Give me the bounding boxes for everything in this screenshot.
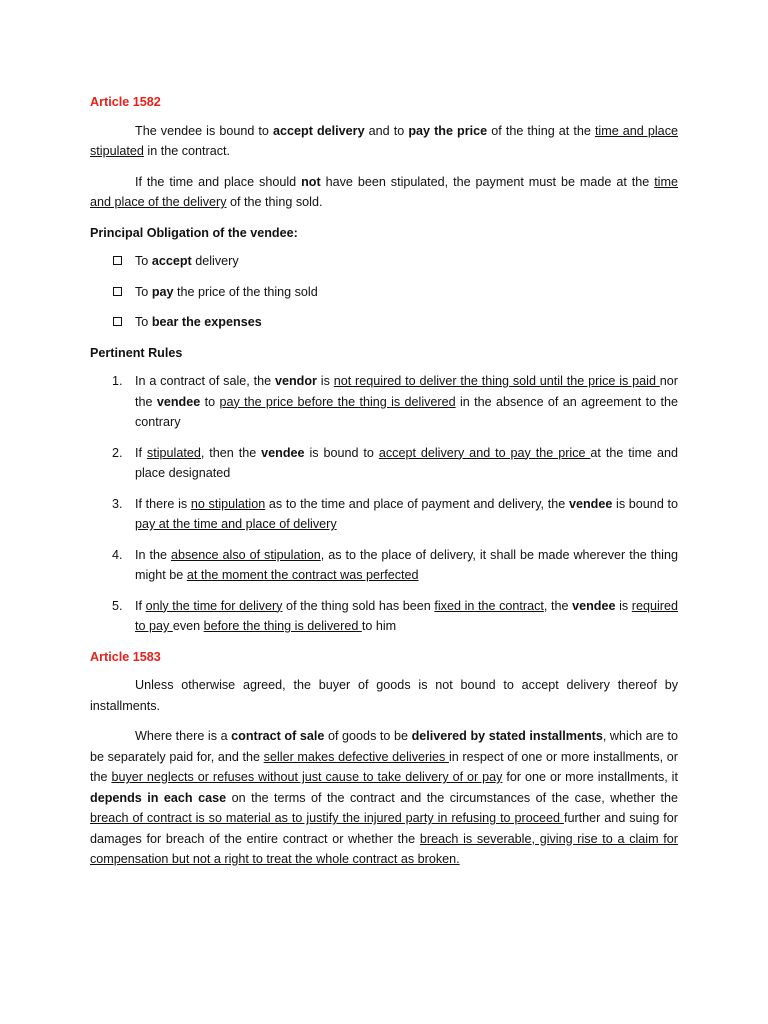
text: is xyxy=(615,598,632,613)
text: of goods to be xyxy=(324,729,412,743)
text: delivery xyxy=(191,254,239,268)
text: on the terms of the contract and the circumstances of the case, whether the xyxy=(226,790,678,805)
list-item xyxy=(90,371,678,433)
text: The vendee is bound to xyxy=(135,123,273,138)
underlined-text: breach of contract is so material as to justify the injured party in refusing to proceed xyxy=(90,811,564,825)
text: for one or more installments, it xyxy=(502,770,678,784)
article-1582-title: Article 1582 xyxy=(90,95,161,109)
list-number: 3. xyxy=(112,496,123,511)
text: then the xyxy=(204,445,262,460)
text: nor the xyxy=(135,374,678,409)
pertinent-rules-heading: Pertinent Rules xyxy=(90,345,183,360)
underlined-text: fixed in the contract xyxy=(434,598,544,613)
article-1583-paragraph-2 xyxy=(90,726,678,870)
checkbox-icon xyxy=(113,287,122,296)
list-number: 5. xyxy=(112,598,123,613)
list-number: 2. xyxy=(112,445,123,460)
bold-text: pay xyxy=(151,284,174,299)
principal-obligation-list xyxy=(90,251,678,333)
text: If xyxy=(135,598,146,613)
text: even xyxy=(172,619,204,633)
underlined-text: absence also of stipulation xyxy=(170,547,321,562)
text: , which are to be separately paid for, and the xyxy=(90,729,678,764)
article-1583-paragraph-1: Unless otherwise agreed, the buyer of goods is not bound to accept delivery thereof by installments. xyxy=(90,678,678,713)
text: , the xyxy=(543,598,573,613)
text: If xyxy=(135,445,147,460)
underlined-text: no stipulation xyxy=(190,496,266,511)
text: as to the time and place of payment and delivery, the xyxy=(265,496,569,511)
list-item xyxy=(90,443,678,484)
text: in the contract. xyxy=(143,144,231,158)
underlined-text: not required to deliver the thing sold until the price is paid xyxy=(333,374,660,388)
bold-text: vendee xyxy=(261,445,305,460)
checkbox-icon xyxy=(113,317,122,326)
list-number: 1. xyxy=(112,374,123,388)
underlined-text: only the time for delivery xyxy=(145,598,283,613)
bold-text: pay the price xyxy=(408,123,488,138)
text: To xyxy=(135,315,152,329)
bold-text: vendee xyxy=(156,394,201,409)
underlined-text: buyer neglects or refuses without just cause to take delivery of or pay xyxy=(111,770,503,784)
text: If the time and place should xyxy=(135,174,302,189)
underlined-text: required to pay xyxy=(135,598,678,633)
article-1582-paragraph-2 xyxy=(90,172,678,213)
text: is bound to xyxy=(612,496,679,511)
bold-text: not xyxy=(301,174,321,189)
bold-text: bear the expenses xyxy=(151,315,262,329)
text: In the xyxy=(135,547,171,562)
underlined-text: before the thing is delivered xyxy=(203,619,362,633)
list-item xyxy=(90,251,678,272)
text: of the thing sold. xyxy=(226,195,323,209)
bold-text: vendee xyxy=(568,496,613,511)
text: at the time and place designated xyxy=(135,445,678,480)
list-number: 4. xyxy=(112,547,123,562)
text: to him xyxy=(361,619,397,633)
text: have been stipulated, the payment must be made at the xyxy=(320,174,655,189)
principal-obligation-heading: Principal Obligation of the vendee: xyxy=(90,225,298,240)
text: and to xyxy=(364,123,409,138)
text: To xyxy=(135,284,152,299)
text: Where there is a xyxy=(135,729,232,743)
text: the price of the thing sold xyxy=(173,284,318,299)
bold-text: vendor xyxy=(274,374,317,388)
bold-text: contract of sale xyxy=(231,729,325,743)
underlined-text: pay at the time and place of delivery xyxy=(135,517,337,531)
document-page xyxy=(90,92,678,880)
list-item xyxy=(90,494,678,535)
list-item xyxy=(90,545,678,586)
text: of the thing sold has been xyxy=(282,598,435,613)
bold-text: delivered by stated installments xyxy=(411,729,603,743)
checkbox-icon xyxy=(113,256,122,265)
underlined-text: seller makes defective deliveries xyxy=(263,749,449,764)
text: In a contract of sale, the xyxy=(135,374,275,388)
text: is xyxy=(316,374,334,388)
underlined-text: breach is severable, giving rise to a claim for compensation but not a right to treat the whole contract as broken. xyxy=(90,831,678,866)
text: in the absence of an agreement to the contrary xyxy=(135,394,678,429)
text: is bound to xyxy=(304,445,379,460)
text: in respect of one or more installments, or the xyxy=(90,749,678,784)
text: of the thing at the xyxy=(487,123,595,138)
underlined-text: at the moment the contract was perfected xyxy=(186,568,419,582)
underlined-text: stipulated, xyxy=(146,445,205,460)
bold-text: accept delivery xyxy=(273,123,365,138)
text: , as to the place of delivery, it shall be made wherever the thing might be xyxy=(135,547,678,582)
bold-text: depends in each case xyxy=(90,790,227,805)
pertinent-rules-list xyxy=(90,371,678,637)
article-1583-title: Article 1583 xyxy=(90,649,161,664)
list-item xyxy=(90,312,678,333)
text: If there is xyxy=(135,496,191,511)
list-item xyxy=(90,282,678,303)
text: To xyxy=(135,254,152,268)
text: to xyxy=(200,394,220,409)
article-1582-paragraph-1 xyxy=(90,121,678,162)
bold-text: accept xyxy=(151,254,192,268)
underlined-text: time and place stipulated xyxy=(90,123,678,158)
underlined-text: pay the price before the thing is delivered xyxy=(219,394,456,409)
underlined-text: accept delivery and to pay the price xyxy=(378,445,591,460)
list-item xyxy=(90,596,678,637)
bold-text: vendee xyxy=(572,598,616,613)
text: further and suing for damages for breach of the entire contract or whether the xyxy=(90,811,679,846)
underlined-text: time and place of the delivery xyxy=(90,174,678,209)
